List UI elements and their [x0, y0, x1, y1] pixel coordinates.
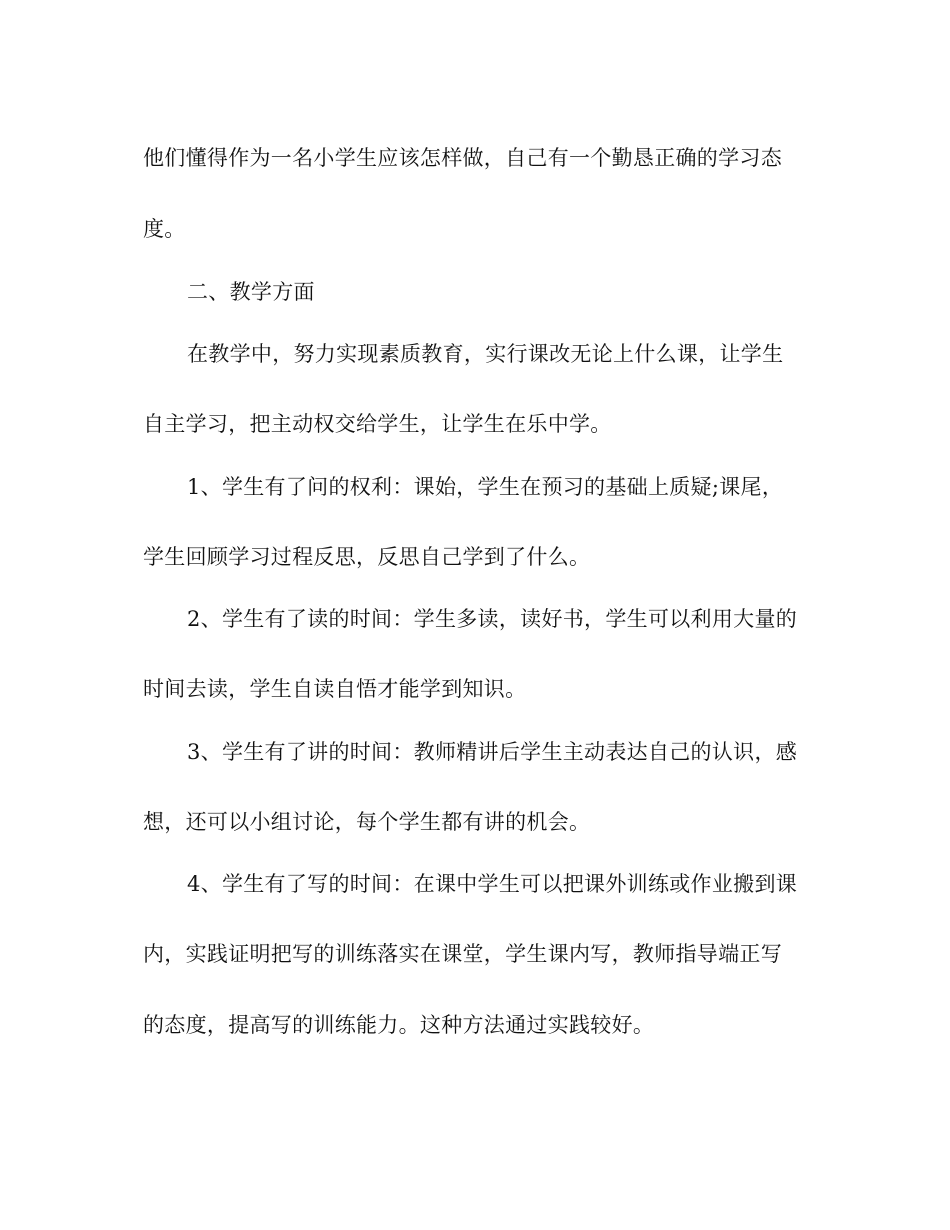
text-line: 内，实践证明把写的训练落实在课堂，学生课内写，教师指导端正写 [143, 942, 782, 966]
text-line: 2、学生有了读的时间：学生多读，读好书，学生可以利用大量的 [187, 607, 798, 631]
text-line: 1、学生有了问的权利：课始，学生在预习的基础上质疑;课尾， [187, 475, 784, 499]
text-line: 在教学中，努力实现素质教育，实行课改无论上什么课，让学生 [187, 342, 784, 366]
text-line: 他们懂得作为一名小学生应该怎样做，自己有一个勤恳正确的学习态 [143, 146, 782, 170]
text-line: 想，还可以小组讨论，每个学生都有讲的机会。 [143, 810, 591, 834]
text-line: 时间去读，学生自读自悟才能学到知识。 [143, 677, 527, 701]
text-line: 4、学生有了写的时间：在课中学生可以把课外训练或作业搬到课 [187, 872, 798, 896]
text-line: 学生回顾学习过程反思，反思自己学到了什么。 [143, 545, 591, 569]
text-line: 自主学习，把主动权交给学生，让学生在乐中学。 [143, 412, 612, 436]
text-line: 3、学生有了讲的时间：教师精讲后学生主动表达自己的认识，感 [187, 740, 798, 764]
section-heading: 二、教学方面 [187, 280, 315, 304]
text-line: 度。 [143, 217, 186, 241]
text-line: 的态度，提高写的训练能力。这种方法通过实践较好。 [143, 1013, 655, 1037]
